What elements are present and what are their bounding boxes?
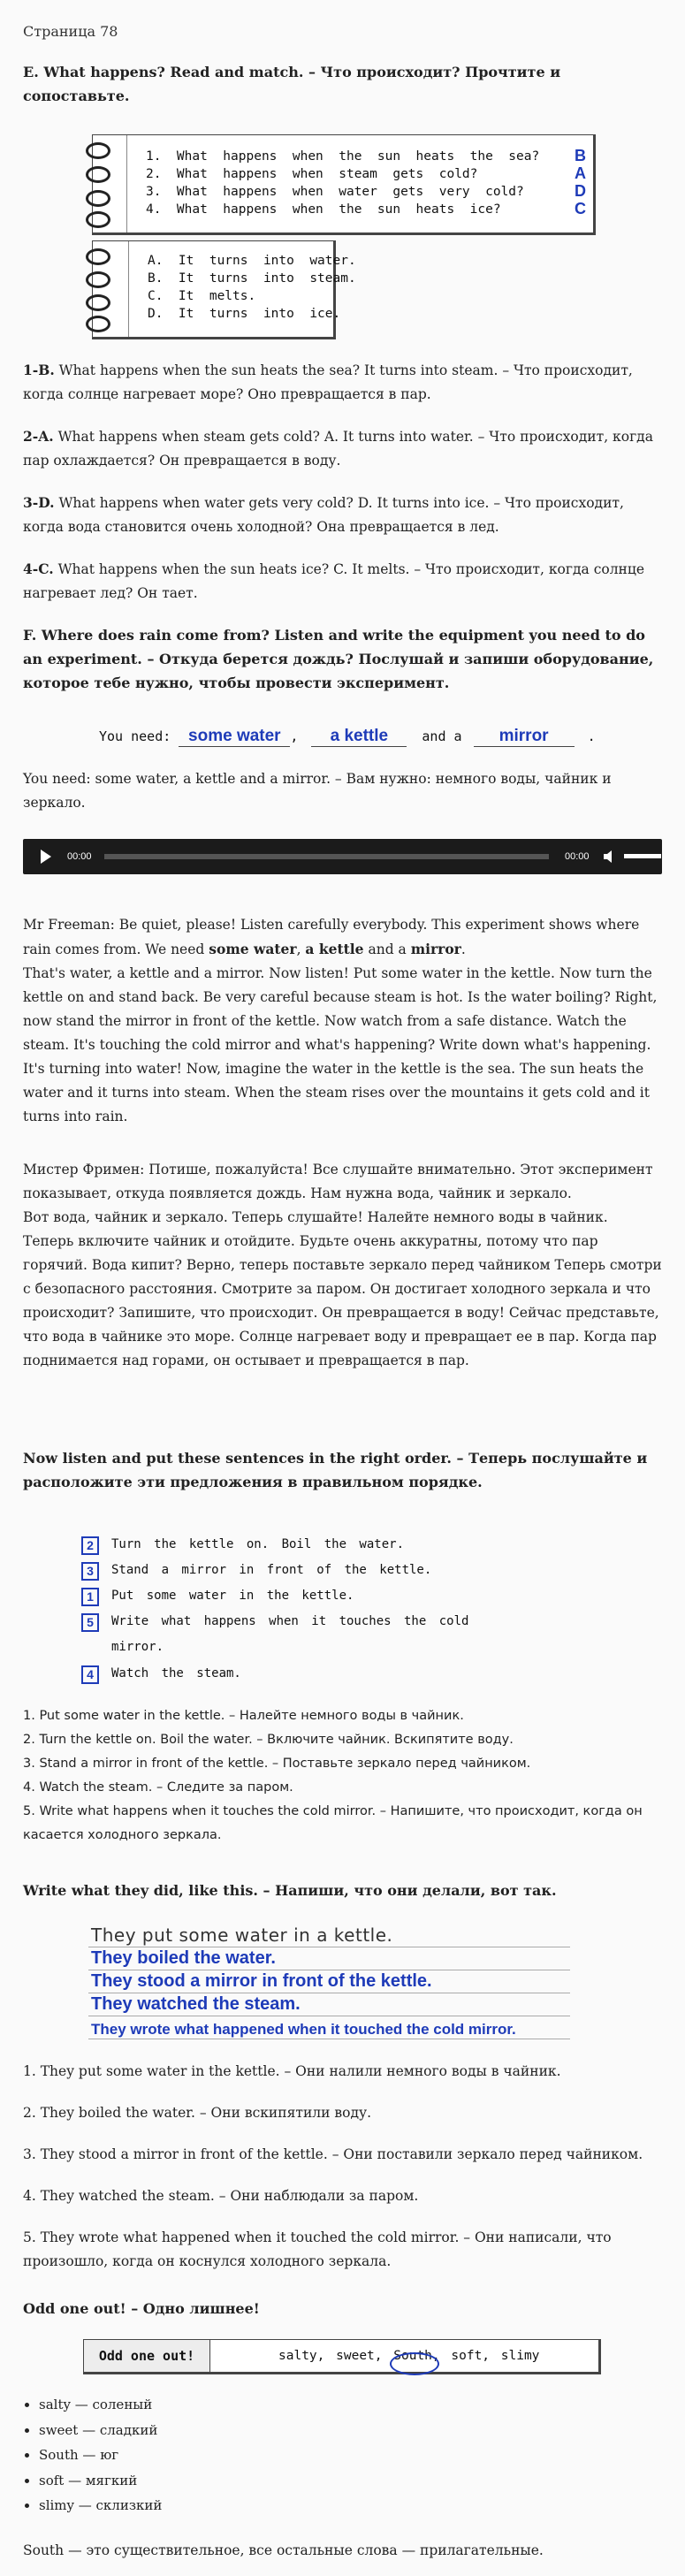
audio-current-time: 00:00: [67, 851, 92, 862]
order-answer: 4. Watch the steam. – Следите за паром.: [23, 1780, 293, 1795]
odd-word: salty,: [278, 2349, 325, 2363]
match-answer-1: [23, 358, 662, 407]
options-box: [92, 240, 356, 339]
order-number: 2: [81, 1536, 99, 1555]
match-answer-4: [23, 557, 662, 606]
order-text: Stand a mirror in front of the kettle.: [111, 1563, 432, 1577]
transcript-bold-water: some water: [209, 941, 297, 957]
order-number: 4: [81, 1665, 99, 1684]
answer-letter-4: C: [575, 200, 586, 217]
transcript-end: .: [460, 941, 466, 957]
option-b: B. It turns into steam.: [148, 271, 356, 286]
need-item-kettle: a kettle: [311, 727, 407, 747]
odd-conclusion-wrap: [23, 2539, 662, 2563]
odd-word: soft,: [451, 2349, 491, 2363]
odd-word: sweet,: [336, 2349, 383, 2363]
you-need-translation: You need: some water, a kettle and a mirror. – Вам нужно: немного воды, чайник и зеркало.: [23, 771, 612, 811]
transcript-bold-kettle: a kettle: [305, 941, 364, 957]
order-text: Watch the steam.: [111, 1666, 241, 1680]
section-f-heading-wrap: [23, 623, 662, 695]
order-heading: Now listen and put these sentences in the right order. – Теперь послушайте и расположите эти предложения в правильном порядке.: [23, 1450, 648, 1490]
odd-box: [83, 2339, 601, 2374]
odd-bullet: • slimy — склизкий: [39, 2493, 162, 2519]
write-heading-wrap: [23, 1879, 662, 1902]
write-answer: 3. They stood a mirror in front of the kettle. – Они поставили зеркало перед чайником.: [23, 2146, 643, 2162]
write-heading: Write what they did, like this. – Напиши, что они делали, вот так.: [23, 1882, 557, 1899]
ring-icon: [86, 166, 110, 183]
ring-icon: [86, 271, 110, 288]
match-answer-2-label: 2-A.: [23, 428, 54, 445]
section-f-heading: F. Where does rain come from? Listen and write the equipment you need to do an experiment. – Откуда берется дождь? Послушай и запиши оборудование, которое тебе нужно, чтобы провести эксперимент.: [23, 627, 654, 691]
order-text: mirror.: [111, 1640, 164, 1654]
transcript-p1-text: Mr Freeman: Be quiet, please! Listen carefully everybody. This experiment shows where rain comes from. We need: [23, 917, 640, 957]
match-answer-1-label: 1-B.: [23, 362, 55, 378]
order-number: 5: [81, 1613, 99, 1632]
transcript-and: and a: [363, 941, 411, 957]
ring-icon: [86, 190, 110, 207]
need-item-mirror: mirror: [474, 727, 575, 747]
order-heading-wrap: [23, 1446, 662, 1494]
odd-words: [278, 2340, 539, 2372]
match-answer-3: [23, 491, 662, 539]
need-end: .: [587, 728, 596, 744]
option-c: C. It melts.: [148, 289, 256, 303]
transcript-p1: [23, 913, 662, 962]
need-and: and a: [422, 728, 462, 744]
questions-box: [92, 134, 596, 235]
odd-bullet: • sweet — сладкий: [39, 2418, 162, 2443]
transcript-en: [23, 913, 662, 1129]
order-answer: 5. Write what happens when it touches the cold mirror. – Напишите, что происходит, когда он касается холодного зеркала.: [23, 1804, 643, 1842]
audio-player: [23, 839, 662, 874]
write-line-4: They wrote what happened when it touched the cold mirror.: [91, 2021, 516, 2038]
volume-slider[interactable]: [624, 854, 661, 858]
odd-bullet: • South — юг: [39, 2443, 162, 2468]
odd-bullets: [23, 2392, 162, 2519]
you-need-translation-wrap: [23, 767, 662, 815]
order-answer: 2. Turn the kettle on. Boil the water. – Включите чайник. Вскипятите воду.: [23, 1733, 514, 1747]
order-text: Turn the kettle on. Boil the water.: [111, 1537, 405, 1551]
answer-letter-2: A: [575, 164, 586, 182]
order-answer: 1. Put some water in the kettle. – Налейте немного воды в чайник.: [23, 1709, 464, 1723]
order-answers: [23, 1704, 662, 1848]
odd-box-label: Odd one out!: [84, 2340, 210, 2372]
order-text: Write what happens when it touches the cold: [111, 1614, 469, 1628]
ring-icon: [86, 294, 110, 311]
write-line-2: They stood a mirror in front of the kettle.: [91, 1971, 432, 1991]
section-e-heading-wrap: [23, 60, 662, 108]
question-2: 2. What happens when steam gets cold?: [146, 167, 478, 181]
section-e-heading: E. What happens? Read and match. – Что происходит? Прочтите и сопоставьте.: [23, 64, 561, 104]
ring-icon: [86, 211, 110, 228]
audio-progress-track[interactable]: [104, 854, 549, 859]
transcript-p2: That's water, a kettle and a mirror. Now listen! Put some water in the kettle. Now turn the kettle on and stand back. Be very careful because steam is hot. Is the water boiling? Right, now stand the mirror in front of the kettle. Now watch from a safe distance. Watch the steam. It's touching the cold mirror and what's happening? Write down what's happening. It's turning into water! Now, imagine the water in the kettle is the sea. The sun heats the water and it turns into steam. When the steam rises over the mountains it gets cold and it turns into rain.: [23, 965, 658, 1124]
order-text: Put some water in the kettle.: [111, 1589, 354, 1603]
ring-icon: [86, 316, 110, 332]
odd-bullet: • salty — соленый: [39, 2392, 162, 2418]
order-number: 1: [81, 1588, 99, 1606]
odd-heading-wrap: [23, 2297, 662, 2321]
odd-word: slimy: [500, 2349, 540, 2363]
write-answer: 5. They wrote what happened when it touched the cold mirror. – Они написали, что произошло, когда он коснулся холодного зеркала.: [23, 2229, 612, 2269]
question-1: 1. What happens when the sun heats the sea?: [146, 149, 540, 164]
volume-icon[interactable]: [604, 850, 614, 863]
write-example: They put some water in a kettle.: [91, 1924, 393, 1946]
write-line-3: They watched the steam.: [91, 1994, 301, 2014]
write-answer: 2. They boiled the water. – Они вскипятили воду.: [23, 2105, 372, 2121]
order-number: 3: [81, 1562, 99, 1581]
option-d: D. It turns into ice.: [148, 307, 341, 321]
you-need-label: You need:: [99, 728, 171, 744]
circle-mark: [390, 2352, 439, 2375]
odd-conclusion: South — это существительное, все остальные слова — прилагательные.: [23, 2542, 544, 2558]
write-line-1: They boiled the water.: [91, 1948, 276, 1968]
you-need-line: [99, 723, 596, 750]
write-answer: 4. They watched the steam. – Они наблюдали за паром.: [23, 2188, 419, 2204]
match-answer-2-text: What happens when steam gets cold? A. It turns into water. – Что происходит, когда пар охлаждается? Он превращается в воду.: [23, 429, 653, 469]
odd-word: South,: [393, 2349, 440, 2363]
match-answer-1-text: What happens when the sun heats the sea? It turns into steam. – Что происходит, когда солнце нагревает море? Оно превращается в пар.: [23, 362, 633, 402]
write-answer: 1. They put some water in the kettle. – Они налили немного воды в чайник.: [23, 2063, 561, 2079]
match-answer-3-label: 3-D.: [23, 494, 55, 511]
need-item-water: some water: [179, 727, 290, 747]
odd-heading: Odd one out! – Одно лишнее!: [23, 2300, 260, 2317]
ring-icon: [86, 142, 110, 159]
match-answer-2: [23, 424, 662, 473]
transcript-ru-p2: Вот вода, чайник и зеркало. Теперь слушайте! Налейте немного воды в чайник. Теперь включите чайник и отойдите. Будьте очень аккуратны, потому что пар горячий. Вода кипит? Верно, теперь поставьте зеркало перед чайником Теперь смотри с безопасного расстояния. Смотрите за паром. Он достигает холодного зеркала и что происходит? Запишите, что происходит. Он превращается в воду! Сейчас представьте, что вода в чайнике это море. Солнце нагревает воду и превращает ее в пар. Когда пар поднимается над горами, он остывает и превращается в пар.: [23, 1209, 662, 1368]
question-3: 3. What happens when water gets very cold?: [146, 185, 524, 199]
match-answer-4-text: What happens when the sun heats ice? C. It melts. – Что происходит, когда солнце нагревает лед? Он тает.: [23, 561, 645, 601]
answer-letter-3: D: [575, 182, 586, 200]
order-answer: 3. Stand a mirror in front of the kettle. – Поставьте зеркало перед чайником.: [23, 1757, 531, 1771]
transcript-ru: [23, 1158, 662, 1373]
audio-duration: 00:00: [565, 851, 590, 862]
odd-word-circled: [393, 2349, 439, 2363]
option-a: A. It turns into water.: [148, 254, 356, 268]
match-answer-4-label: 4-C.: [23, 560, 54, 577]
odd-bullet: • soft — мягкий: [39, 2468, 162, 2494]
need-sep-comma: ,: [290, 728, 299, 744]
question-4: 4. What happens when the sun heats ice?: [146, 202, 501, 217]
transcript-sep: ,: [296, 941, 306, 957]
page-number: Страница 78: [23, 23, 118, 40]
transcript-bold-mirror: mirror: [410, 941, 461, 957]
volume-fill: [624, 854, 661, 858]
ring-icon: [86, 248, 110, 265]
transcript-ru-p1: Мистер Фримен: Потише, пожалуйста! Все слушайте внимательно. Этот эксперимент показывает, откуда появляется дождь. Нам нужна вода, чайник и зеркало.: [23, 1162, 653, 1201]
match-answer-3-text: What happens when water gets very cold? D. It turns into ice. – Что происходит, когда вода становится очень холодной? Она превращается в лед.: [23, 495, 624, 535]
write-answers: [23, 2060, 662, 2274]
answer-letter-1: B: [575, 147, 586, 164]
play-icon[interactable]: [41, 850, 51, 864]
